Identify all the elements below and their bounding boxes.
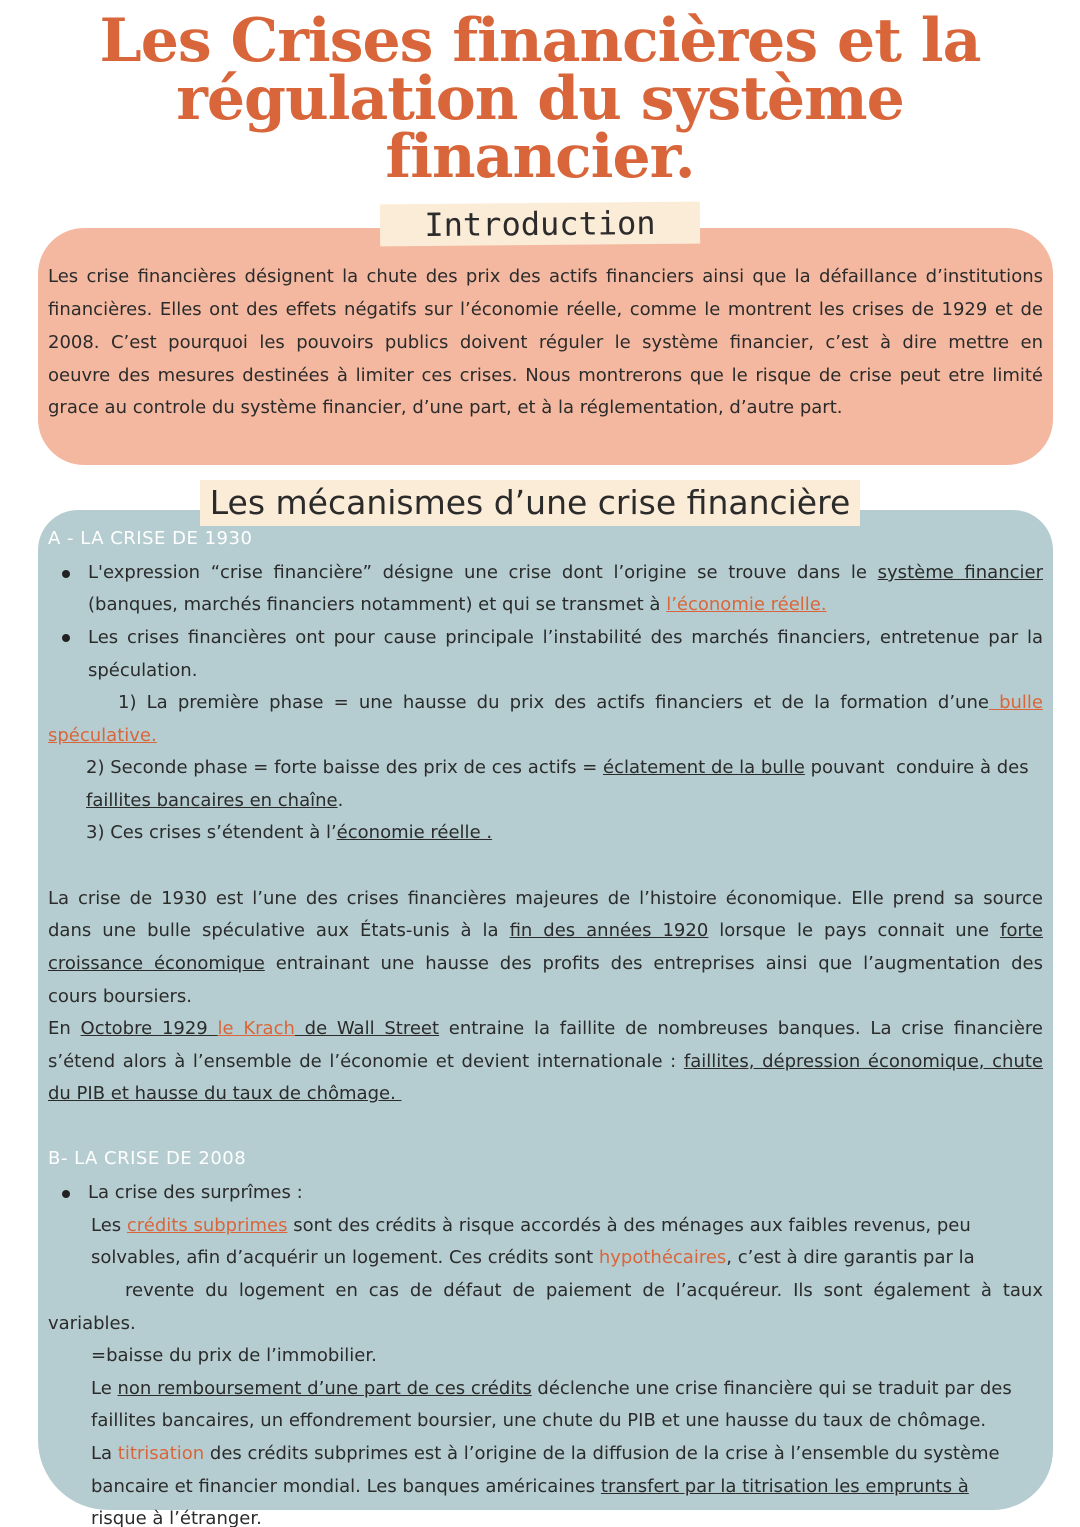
bullet-icon [62, 570, 70, 578]
mechanisms-line [88, 625, 1043, 651]
text-segment: Le [91, 1378, 118, 1399]
underlined-term: non remboursement d’une part de ces crédits [117, 1378, 532, 1399]
text-segment: La crise des surprîmes : [88, 1182, 303, 1203]
text-segment: faillites bancaires, un effondrement boursier, une chute du PIB et une hausse du taux de chômage. [91, 1410, 987, 1431]
underlined-term: croissance économique [48, 953, 265, 974]
text-segment: sont des crédits à risque accordés à des ménages aux faibles revenus, peu [287, 1215, 971, 1236]
text-segment: . [337, 790, 344, 811]
page-title-line-3: financier. [385, 122, 695, 192]
mechanisms-line [91, 1474, 969, 1500]
text-segment: oeuvre des mesures destinées à limiter ces crises. Nous montrerons que le risque de crise peut etre limité [48, 365, 1043, 386]
underlined-term: le Krach [217, 1018, 295, 1039]
mechanisms-heading: Les mécanismes d’une crise financière [200, 480, 860, 526]
text-segment: La crise de 1930 est l’une des crises financières majeures de l’histoire économique. Elle prend sa source [48, 888, 1043, 909]
mechanisms-line [88, 592, 827, 618]
text-segment: 3) Ces crises s’étendent à l’ [86, 822, 337, 843]
text-segment: , c’est à dire garantis par la [726, 1247, 975, 1268]
bullet-icon [62, 1190, 70, 1198]
text-segment: grace au controle du système financier, d’une part, et à la réglementation, d’autre part. [48, 397, 843, 418]
text-segment: des crédits subprimes est à l’origine de la diffusion de la crise à l’ensemble du système [204, 1443, 1000, 1464]
text-segment: 2) Seconde phase = forte baisse des prix de ces actifs = [86, 757, 604, 778]
underlined-term: faillites bancaires en chaîne [86, 790, 338, 811]
text-segment: La [91, 1443, 118, 1464]
text-segment: déclenche une crise financière qui se traduit par des [531, 1378, 1012, 1399]
text-segment: En [48, 1018, 81, 1039]
text-segment: 1) La première phase = une hausse du prix des actifs financiers et de la formation d’une [118, 692, 989, 713]
text-segment: dans une bulle spéculative aux États-unis à la [48, 920, 510, 941]
text-segment: Les [91, 1215, 127, 1236]
text-segment: entrainant une hausse des profits des entreprises ainsi que l’augmentation des [264, 953, 1043, 974]
text-segment: lorsque le pays connait une [708, 920, 1001, 941]
text-segment: s’étend alors à l’ensemble de l’économie et devient internationale : [48, 1051, 684, 1072]
text-segment: L'expression “crise financière” désigne une crise dont l’origine se trouve dans le [88, 562, 878, 583]
text-segment: Les crises financières ont pour cause principale l’instabilité des marchés financiers, entretenue par la [88, 627, 1043, 648]
mechanisms-line [118, 690, 1043, 716]
introduction-heading: Introduction [380, 202, 700, 247]
intro-line [48, 395, 843, 421]
intro-line [48, 363, 1043, 389]
intro-line [48, 264, 1043, 290]
mechanisms-line [88, 658, 197, 684]
bullet-icon [62, 634, 70, 642]
text-segment: 2008. C’est pourquoi les pouvoirs publics doivent réguler le système financier, c’est à dire mettre en [48, 332, 1043, 353]
text-segment: bancaire et financier mondial. Les banques américaines [91, 1476, 601, 1497]
page-title-line-2: régulation du système [176, 64, 904, 134]
highlighted-term: titrisation [117, 1443, 205, 1464]
underlined-term: éclatement de la bulle [603, 757, 805, 778]
underlined-term: de Wall Street [294, 1018, 440, 1039]
underlined-term: forte [1000, 920, 1043, 941]
mechanisms-line [48, 1081, 402, 1107]
text-segment: (banques, marchés financiers notamment) et qui se transmet à [88, 594, 667, 615]
mechanisms-line [86, 755, 1029, 781]
underlined-term: Octobre 1929 [80, 1018, 218, 1039]
mechanisms-line [91, 1506, 262, 1527]
mechanisms-line [48, 723, 157, 749]
text-segment: solvables, afin d’acquérir un logement. Ces crédits sont [91, 1247, 599, 1268]
subheading-crisis-2008: B- LA CRISE DE 2008 [48, 1148, 247, 1169]
underlined-term: l’économie réelle. [666, 594, 827, 615]
mechanisms-line [91, 1408, 986, 1434]
mechanisms-line [91, 1441, 1000, 1467]
mechanisms-line [91, 1213, 971, 1239]
mechanisms-line [91, 1376, 1012, 1402]
mechanisms-line [48, 1016, 1043, 1042]
mechanisms-line [88, 1180, 303, 1206]
text-segment: Les crise financières désignent la chute des prix des actifs financiers ainsi que la défaillance d’institutions [48, 266, 1043, 287]
page-title-line-1: Les Crises financières et la [99, 6, 981, 76]
text-segment: =baisse du prix de l’immobilier. [91, 1345, 377, 1366]
mechanisms-line [88, 560, 1043, 586]
mechanisms-line [86, 788, 343, 814]
underlined-term: système financier [877, 562, 1043, 583]
text-segment: pouvant conduire à des [804, 757, 1029, 778]
underlined-term: faillites, dépression économique, chute [683, 1051, 1043, 1072]
mechanisms-line [125, 1278, 1043, 1304]
text-segment: spéculation. [88, 660, 198, 681]
mechanisms-line [48, 918, 1043, 944]
text-segment: financières. Elles ont des effets négatifs sur l’économie réelle, comme le montrent les crises de 1929 et de [48, 299, 1043, 320]
mechanisms-line [48, 1311, 136, 1337]
mechanisms-line [48, 984, 192, 1010]
mechanisms-line [48, 886, 1043, 912]
underlined-term: fin des années 1920 [509, 920, 709, 941]
underlined-term: transfert par la titrisation les emprunts à [600, 1476, 969, 1497]
text-segment: entraine la faillite de nombreuses banques. La crise financière [439, 1018, 1043, 1039]
intro-line [48, 330, 1043, 356]
mechanisms-line [86, 820, 492, 846]
underlined-term: économie réelle . [336, 822, 493, 843]
mechanisms-line [91, 1343, 377, 1369]
highlighted-term: hypothécaires [598, 1247, 727, 1268]
subheading-crisis-1930: A - LA CRISE DE 1930 [48, 528, 253, 549]
text-segment: variables. [48, 1313, 136, 1334]
mechanisms-line [48, 951, 1043, 977]
underlined-term: spéculative. [48, 725, 157, 746]
underlined-term: du PIB et hausse du taux de chômage. [48, 1083, 402, 1104]
mechanisms-line [48, 1049, 1043, 1075]
text-segment: cours boursiers. [48, 986, 193, 1007]
underlined-term: crédits subprimes [126, 1215, 288, 1236]
underlined-term: bulle [988, 692, 1043, 713]
text-segment: risque à l’étranger. [91, 1508, 262, 1527]
text-segment: revente du logement en cas de défaut de paiement de l’acquéreur. Ils sont également à taux [125, 1280, 1043, 1301]
intro-line [48, 297, 1043, 323]
mechanisms-line [91, 1245, 975, 1271]
